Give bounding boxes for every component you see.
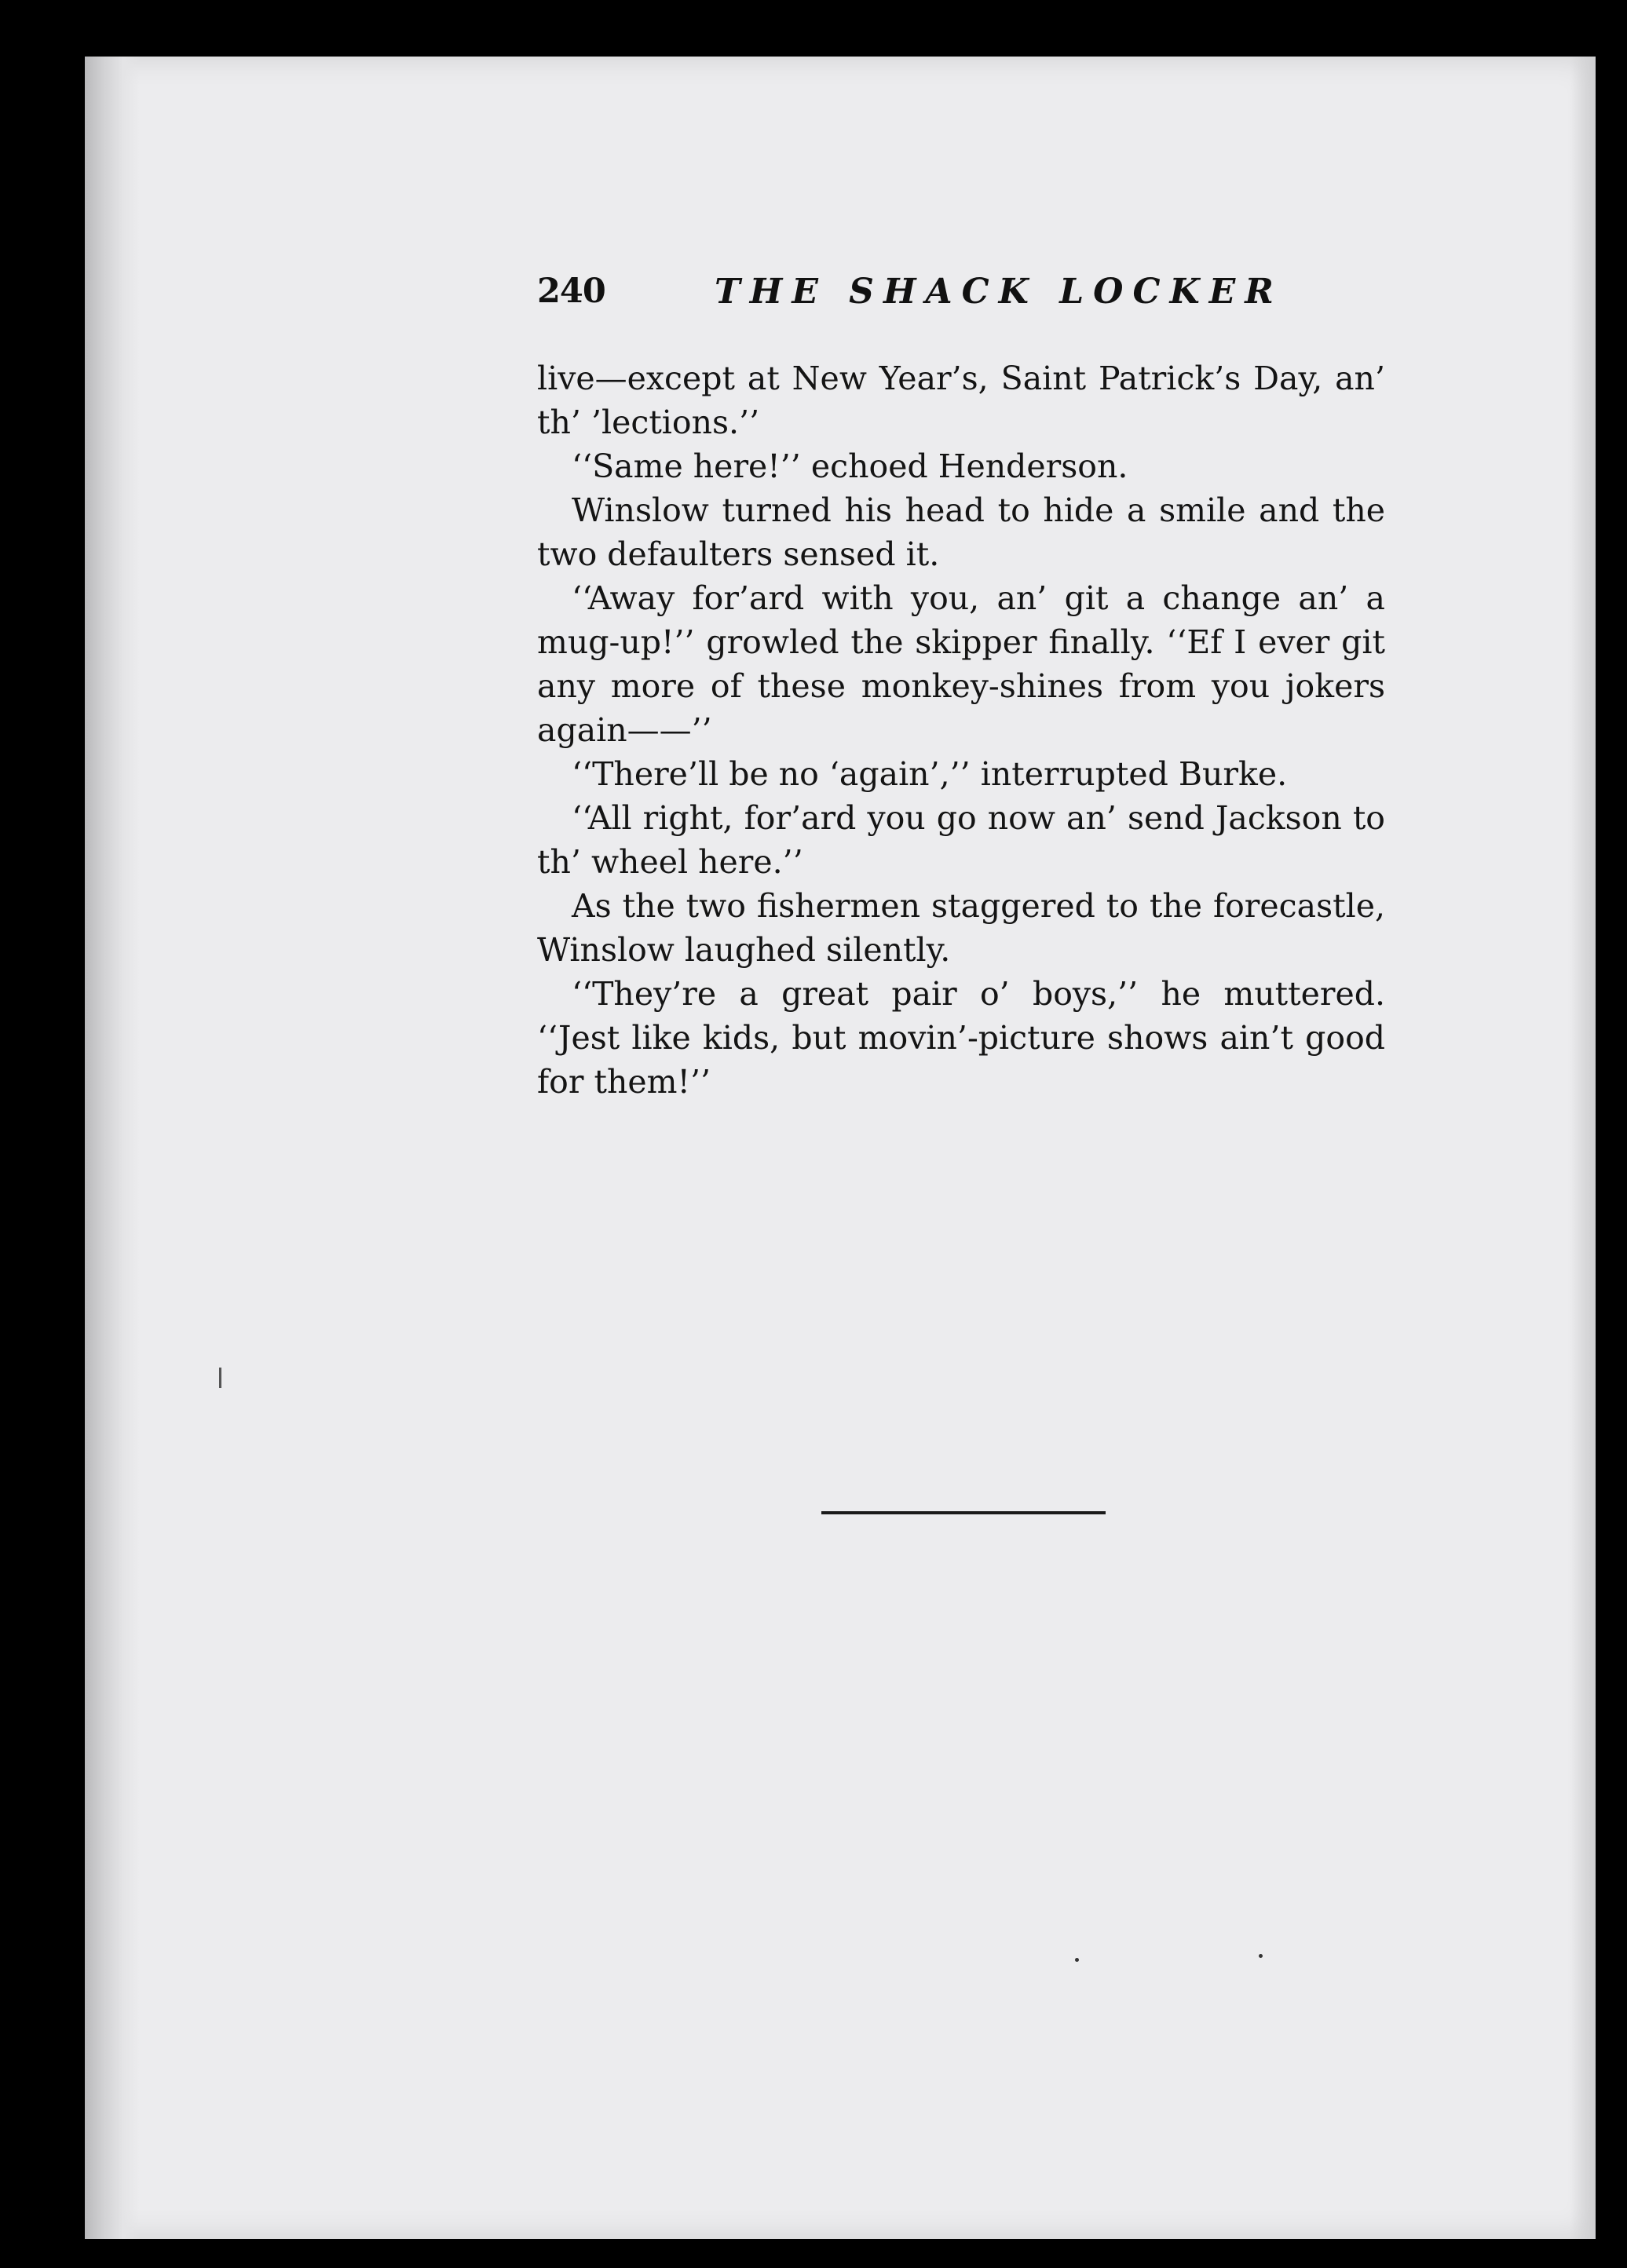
page-binding-shadow [85,57,140,2239]
paragraph: ‘‘Away for’ard with you, an’ git a change an’ a mug-up!’’ growled the skipper finally. ‘‘Ef I ever git any more of these monkey-shines from you jokers again——’’ [537,579,1385,749]
scan-speck [1259,1954,1263,1958]
page-edge-shadow [1570,57,1596,2239]
paragraph: ‘‘They’re a great pair o’ boys,’’ he muttered. ‘‘Jest like kids, but movin’-picture shows ain’t good for them!’’ [537,975,1385,1101]
scan-speck [1075,1958,1079,1962]
page-number: 240 [537,272,605,311]
body-text [537,356,1385,1104]
chapter-end-rule [821,1511,1106,1514]
paragraph: Winslow turned his head to hide a smile and the two defaulters sensed it. [537,491,1385,573]
running-title: THE SHACK LOCKER [715,272,1283,312]
paragraph: ‘‘There’ll be no ‘again’,’’ interrupted Burke. [572,755,1288,793]
scan-mark [219,1368,221,1388]
paragraph: As the two fishermen staggered to the forecastle, Winslow laughed silently. [537,887,1385,969]
paragraph: ‘‘Same here!’’ echoed Henderson. [572,447,1128,485]
running-head [537,272,1385,319]
paragraph: live—except at New Year’s, Saint Patrick’s Day, an’ th’ ’lections.’’ [537,360,1385,441]
paragraph: ‘‘All right, for’ard you go now an’ send Jackson to th’ wheel here.’’ [537,799,1385,881]
